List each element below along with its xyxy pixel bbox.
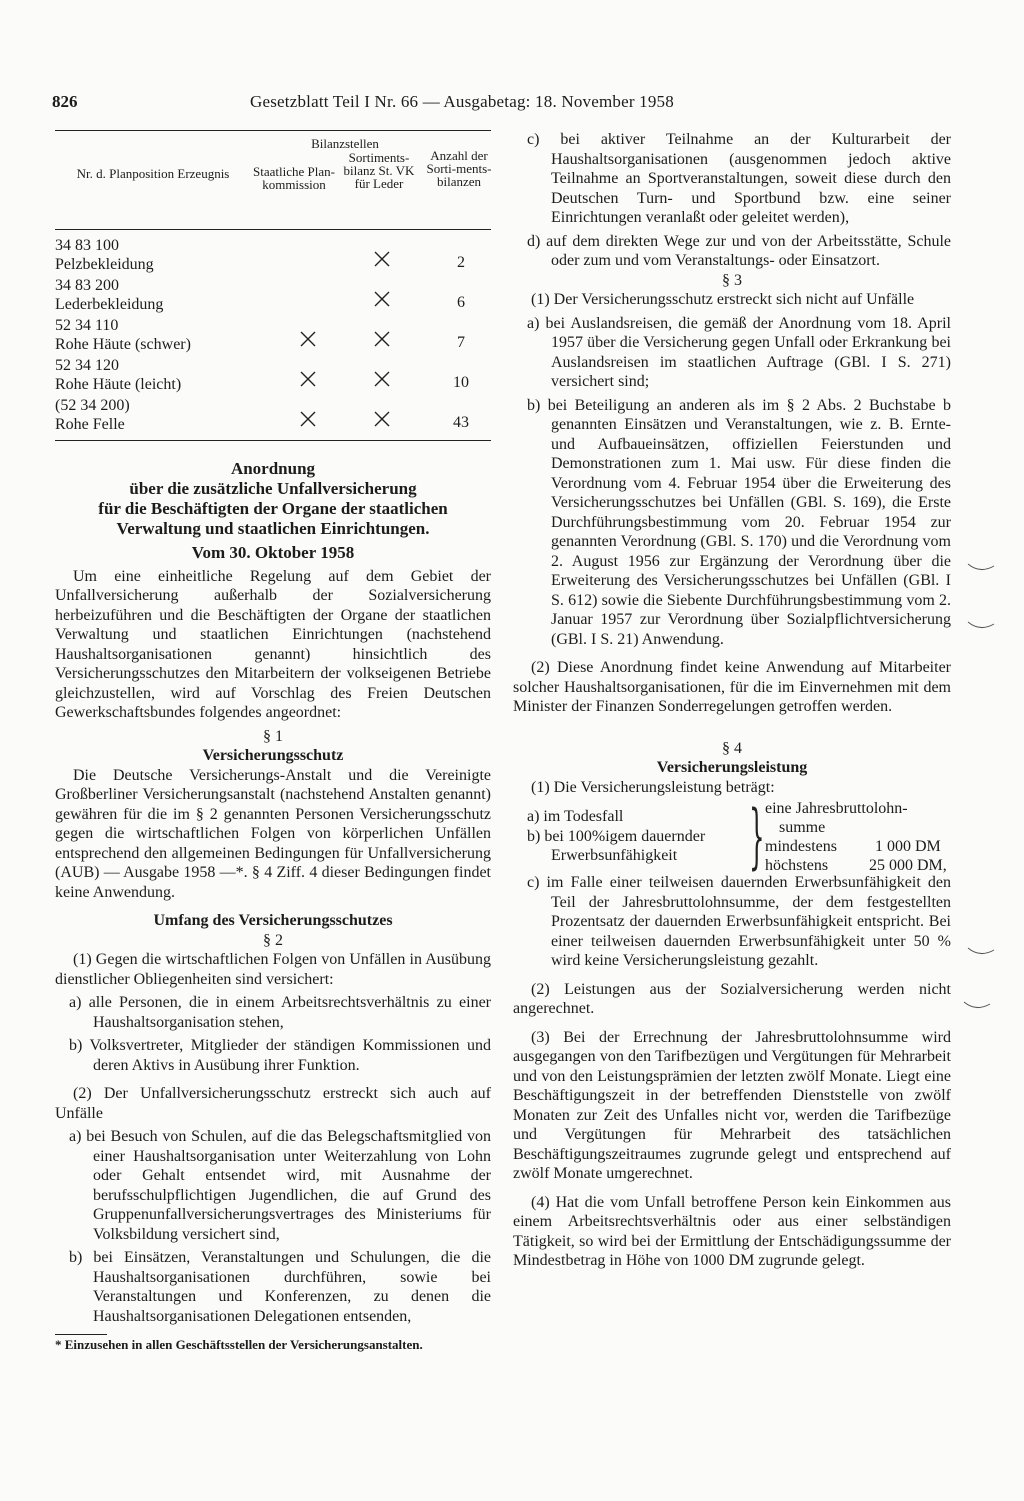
benefit-case-a: a) im Todesfall [527,808,624,825]
cross-icon [373,370,391,388]
section-number: § 1 [263,727,283,745]
title-line: für die Beschäftigten der Organe der staatlichen [98,499,448,518]
paragraph: (4) Hat die vom Unfall betroffene Person kein Einkommen aus einem Arbeitsrechtsverhältnis oder aus einer selbständigen Tätigkeit, so wird bei der Ermittlung der Entschädigungssumme der Mindestbetrag in Höhe von 1000 DM zugrunde gelegt. [513,1193,951,1269]
benefit-min-amount: 1 000 DM [875,838,941,855]
table-cell-nr: 52 34 120 [55,357,119,374]
benefit-case-b: b) bei 100%igem dauernder Erwerbsunfähigkeit [527,828,706,864]
table-col-product: Nr. d. Planposition Erzeugnis [76,166,230,181]
benefit-value: eine Jahresbruttolohn- [765,800,908,817]
paragraph: (1) Gegen die wirtschaftlichen Folgen von Unfällen in Ausübung dienstlicher Obliegenheiten sind versichert: [55,951,491,988]
table-col-count: Anzahl der Sorti-ments-bilanzen [426,148,492,189]
paragraph: (1) Die Versicherungsleistung beträgt: [531,778,775,796]
cross-icon [373,330,391,348]
section-title: Versicherungsleistung [656,759,808,776]
preamble: Um eine einheitliche Regelung auf dem Gebiet der Unfallversicherung außerhalb der Sozialversicherung herbeizuführen und die Beschäftigten der Organe der staatlichen Verwaltung und staatlichen Einrichtungen (nachstehend Haushaltsorganisationen genannt) hinsichtlich des Versicherungsschutzes den Mitarbeitern der volkseigenen Betriebe gleichzustellen, wird auf Vorschlag des Freien Deutschen Gewerkschaftsbundes folgendes angeordnet: [55,567,491,721]
margin-mark [966,562,996,574]
footnote-rule [55,1334,107,1335]
left-column [55,130,491,1352]
list-item: c) im Falle einer teilweisen dauernden Erwerbsunfähigkeit den Teil der Jahresbruttolohnsumme, der dem festgestellten Prozentsatz der dauernden Erwerbsunfähigkeit entspricht. Bei einer teilweisen dauernden Erwerbsunfähigkeit unter 50 % wird keine Versicherungsleistung gezahlt. [527,874,951,969]
paragraph: (2) Diese Anordnung findet keine Anwendung auf Mitarbeiter solcher Haushaltsorganisationen, für die im Einvernehmen mit dem Minister der Finanzen Sonderregelungen getroffen werden. [513,659,951,715]
margin-mark [966,946,996,958]
table-col-sort: Sortiments-bilanz St. VK für Leder [343,150,415,191]
brace-symbol: } [749,795,765,877]
table-header [55,130,491,230]
cross-icon [373,410,391,428]
list-item: c) bei aktiver Teilnahme an der Kulturarbeit der Haushaltsorganisationen (ausgenommen jedoch aktive Teilnahme an Sportveranstaltungen, soweit diese durch den Deutschen Turn- und Sportbund bzw. eine seiner Einrichtungen veranlaßt oder geleitet werden), [527,131,951,226]
table-cell-nr: 34 83 200 [55,277,119,294]
table-cell-name: Rohe Häute (leicht) [55,376,182,393]
section-number: § 3 [722,271,742,289]
table-col-state: Staatliche Plan-kommission [253,164,335,192]
cross-icon [299,410,317,428]
section-number: § 4 [722,739,742,757]
title-line: über die zusätzliche Unfallversicherung [129,479,417,498]
list-item: d) auf dem direkten Wege zur und von der Arbeitsstätte, Schule oder zum und vom Veranstaltungs- oder Einsatzort. [527,232,951,269]
table-row [55,276,491,316]
table-cell-name: Pelzbekleidung [55,256,154,273]
list-item: b) bei Einsätzen, Veranstaltungen und Schulungen, die die Haushaltsorganisationen durchführen, sowie bei Veranstaltungen und Konferenzen, zu denen die Haushaltsorganisationen Delegationen entsenden, [69,1249,491,1325]
section-heading: Umfang des Versicherungsschutzes [153,912,393,929]
list-item: a) bei Besuch von Schulen, auf die das Belegschaftsmitglied von einer Haushaltsorganisation unter Weiterzahlung von Lohn oder Gehalt entsendet wird, mit Ausnahme der berufsschulpflichtigen Jugendlichen, die auf Grund des Gruppenunfallversicherungsvertrages des Ministeriums für Volksbildung versichert sind, [69,1128,491,1243]
table-cell-nr: 34 83 100 [55,237,119,254]
table-cell-count: 7 [457,334,465,351]
table-cell-nr: 52 34 110 [55,317,119,334]
list-item: b) Volksvertreter, Mitglieder der ständigen Kommissionen und deren Aktivs in Ausübung ihrer Funktion. [69,1037,491,1074]
paragraph: Die Deutsche Versicherungs-Anstalt und die Vereinigte Großberliner Versicherungsanstalt (nachstehend Anstalten genannt) gewähren für die im § 2 genannten Personen Versicherungsschutz gegen die wirtschaftlichen Folgen von körperlichen Unfällen entsprechend den allgemeinen Bedingungen für Unfallversicherung (AUB) — Ausgabe 1958 —*. § 4 Ziff. 4 dieser Bedingungen findet keine Anwendung. [55,766,491,901]
list-item: a) alle Personen, die in einem Arbeitsrechtsverhältnis zu einer Haushaltsorganisation stehen, [69,994,491,1031]
document-title [55,459,491,539]
benefit-value: summe [779,819,826,836]
table-row [55,316,491,356]
paragraph: (3) Bei der Errechnung der Jahresbruttolohnsumme wird ausgegangen von den Tarifbezügen und Vergütungen für Mehrarbeit und von den Leistungsprämien der letzten zwölf Monate. Liegt eine Beschäftigungszeit in der betreffenden Dienststelle von zwölf Monaten zur Zeit des Unfalles nicht vor, werden die Tarifbezüge und Vergütungen für Mehrarbeit des tatsächlichen Beschäftigungszeitraumes zugrunde gelegt und entsprechend auf zwölf Monate umgerechnet. [513,1028,951,1182]
title-line: Verwaltung und staatlichen Einrichtungen. [116,519,430,538]
table-row [55,396,491,436]
page-number: 826 [52,92,78,111]
paragraph: (1) Der Versicherungsschutz erstreckt sich nicht auf Unfälle [531,291,915,308]
table-row [55,356,491,396]
document-date: Vom 30. Oktober 1958 [191,543,355,562]
cross-icon [373,250,391,268]
table-cell-name: Lederbekleidung [55,296,164,313]
margin-mark [966,620,996,632]
cross-icon [299,370,317,388]
table-cell-name: Rohe Felle [55,416,125,433]
table-col-group: Bilanzstellen [311,136,379,151]
table-cell-count: 6 [457,294,465,311]
table-cell-count: 2 [457,254,465,271]
benefit-max-label: höchstens [765,857,829,874]
list-item: a) bei Auslandsreisen, die gemäß der Anordnung vom 18. April 1957 über die Versicherung gegen Unfall oder Erkrankung bei Auslandsreisen im staatlichen Auftrage (GBl. I S. 271) versichert sind; [527,314,951,390]
margin-mark [962,1000,992,1012]
table-cell-count: 10 [453,374,469,391]
cross-icon [299,330,317,348]
benefit-max-amount: 25 000 DM, [869,857,947,874]
title-line: Anordnung [230,459,316,478]
right-column [513,130,951,1271]
table-body [55,230,491,441]
table-cell-count: 43 [453,414,469,431]
list-item: b) bei Beteiligung an anderen als im § 2 Abs. 2 Buchstabe b genannten Einsätzen und Veranstaltungen, wie z. B. Ernte- und Aufbaueinsätzen, offiziellen Feierstunden und Demonstrationen zum 1. Mai usw. Für diese finden die Verordnung vom 4. Februar 1954 über die Erweiterung des Versicherungsschutzes bei Unfällen (GBl. S. 169), die Erste Durchführungsbestimmung vom 20. Februar 1954 zur genannten Verordnung (GBl. S. 170) und die Verordnung vom 2. August 1956 zur Ergänzung der Verordnung über die Erweiterung des Versicherungsschutzes bei Unfällen (GBl. I S. 612) sowie die Siebente Durchführungsbestimmung vom 2. Januar 1957 zur Verordnung über Sozialpflichtversicherung (GBl. I S. 21) Anwendung. [527,396,951,648]
paragraph: (2) Der Unfallversicherungsschutz erstreckt sich auch auf Unfälle [55,1085,491,1122]
section-title: Versicherungsschutz [202,747,344,764]
table-cell-name: Rohe Häute (schwer) [55,336,191,353]
table-row [55,236,491,276]
benefit-block [513,795,951,877]
table-cell-nr: (52 34 200) [55,397,130,414]
footnote: * Einzusehen in allen Geschäftsstellen der Versicherungsanstalten. [55,1337,423,1352]
section-number: § 2 [263,931,283,949]
running-header: Gesetzblatt Teil I Nr. 66 — Ausgabetag: 18. November 1958 [250,92,674,111]
paragraph: (2) Leistungen aus der Sozialversicherung werden nicht angerechnet. [513,980,951,1017]
benefit-min-label: mindestens [765,838,837,855]
cross-icon [373,290,391,308]
